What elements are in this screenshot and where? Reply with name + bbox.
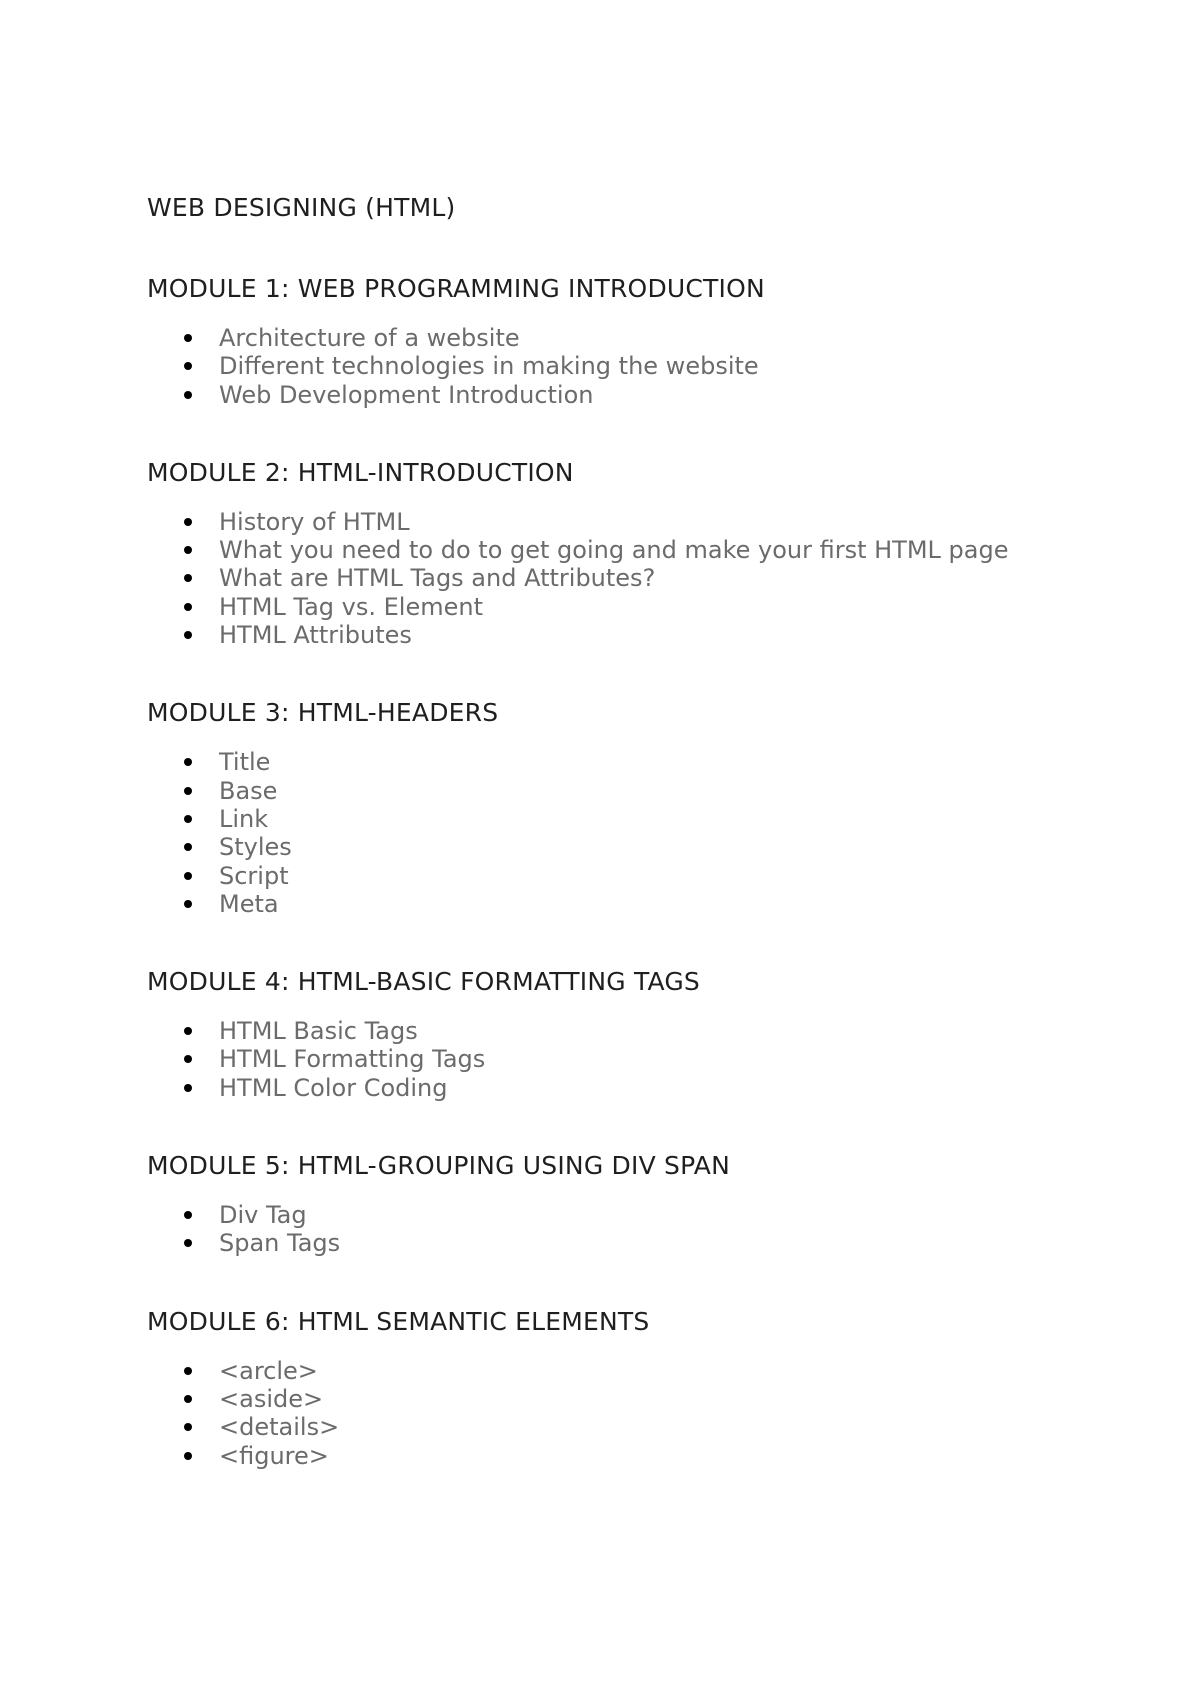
- document-body: [147, 190, 1107, 1516]
- topic-text: <arcle>: [219, 1356, 318, 1385]
- list-item: [147, 1074, 1107, 1102]
- topic-text: <aside>: [219, 1384, 324, 1413]
- topic-list: [147, 324, 1107, 409]
- bullet-icon: [184, 391, 192, 399]
- topic-text: <details>: [219, 1413, 340, 1442]
- topic-text: <figure>: [219, 1441, 329, 1470]
- list-item: [147, 593, 1107, 621]
- topic-list: [147, 748, 1107, 918]
- topic-text: Script: [219, 861, 289, 890]
- module-heading: MODULE 3: HTML-HEADERS: [147, 698, 499, 728]
- topic-text: Styles: [219, 833, 292, 862]
- bullet-icon: [184, 546, 192, 554]
- bullet-icon: [184, 758, 192, 766]
- topic-text: Title: [219, 748, 271, 777]
- topic-text: Div Tag: [219, 1201, 307, 1230]
- bullet-icon: [184, 362, 192, 370]
- bullet-icon: [184, 603, 192, 611]
- list-item: [147, 564, 1107, 592]
- bullet-icon: [184, 1211, 192, 1219]
- list-item: [147, 777, 1107, 805]
- bullet-icon: [184, 1395, 192, 1403]
- list-item: [147, 352, 1107, 380]
- bullet-icon: [184, 1027, 192, 1035]
- bullet-icon: [184, 843, 192, 851]
- topic-text: What you need to do to get going and make your first HTML page: [219, 536, 1009, 565]
- topic-text: HTML Color Coding: [219, 1073, 448, 1102]
- topic-list: [147, 508, 1107, 649]
- document-title: WEB DESIGNING (HTML): [147, 193, 456, 222]
- bullet-icon: [184, 1423, 192, 1431]
- bullet-icon: [184, 1239, 192, 1247]
- list-item: [147, 890, 1107, 918]
- list-item: [147, 1229, 1107, 1257]
- topic-list: [147, 1017, 1107, 1102]
- bullet-icon: [184, 1084, 192, 1092]
- module-section: [147, 964, 1107, 1102]
- topic-text: Architecture of a website: [219, 324, 520, 352]
- bullet-icon: [184, 815, 192, 823]
- bullet-icon: [184, 334, 192, 342]
- topic-list: [147, 1357, 1107, 1470]
- list-item: [147, 621, 1107, 649]
- module-list: [147, 271, 1107, 1470]
- bullet-icon: [184, 900, 192, 908]
- bullet-icon: [184, 1055, 192, 1063]
- bullet-icon: [184, 872, 192, 880]
- list-item: [147, 748, 1107, 776]
- list-item: [147, 862, 1107, 890]
- topic-list: [147, 1201, 1107, 1258]
- list-item: [147, 1201, 1107, 1229]
- topic-text: HTML Formatting Tags: [219, 1045, 486, 1074]
- module-section: [147, 455, 1107, 649]
- topic-text: HTML Tag vs. Element: [219, 592, 483, 621]
- list-item: [147, 324, 1107, 352]
- list-item: [147, 1442, 1107, 1470]
- module-section: [147, 271, 1107, 409]
- module-section: [147, 1304, 1107, 1470]
- list-item: [147, 1045, 1107, 1073]
- module-heading: MODULE 2: HTML-INTRODUCTION: [147, 457, 574, 487]
- list-item: [147, 805, 1107, 833]
- list-item: [147, 1357, 1107, 1385]
- module-section: [147, 1148, 1107, 1258]
- topic-text: Web Development Introduction: [219, 380, 594, 409]
- list-item: [147, 833, 1107, 861]
- topic-text: HTML Attributes: [219, 621, 412, 650]
- bullet-icon: [184, 518, 192, 526]
- topic-text: Different technologies in making the website: [219, 352, 759, 381]
- bullet-icon: [184, 574, 192, 582]
- topic-text: Link: [219, 804, 269, 833]
- module-heading: MODULE 6: HTML SEMANTIC ELEMENTS: [147, 1306, 650, 1336]
- module-heading: MODULE 5: HTML-GROUPING USING DIV SPAN: [147, 1151, 730, 1181]
- bullet-icon: [184, 1367, 192, 1375]
- topic-text: Meta: [219, 889, 279, 918]
- list-item: [147, 1413, 1107, 1441]
- module-heading: MODULE 1: WEB PROGRAMMING INTRODUCTION: [147, 274, 765, 303]
- topic-text: Span Tags: [219, 1229, 341, 1258]
- list-item: [147, 508, 1107, 536]
- bullet-icon: [184, 787, 192, 795]
- list-item: [147, 1385, 1107, 1413]
- bullet-icon: [184, 631, 192, 639]
- bullet-icon: [184, 1452, 192, 1460]
- topic-text: HTML Basic Tags: [219, 1017, 418, 1046]
- list-item: [147, 381, 1107, 409]
- module-heading: MODULE 4: HTML-BASIC FORMATTING TAGS: [147, 967, 700, 997]
- topic-text: Base: [219, 776, 278, 805]
- list-item: [147, 536, 1107, 564]
- list-item: [147, 1017, 1107, 1045]
- module-section: [147, 695, 1107, 918]
- topic-text: What are HTML Tags and Attributes?: [219, 564, 656, 593]
- topic-text: History of HTML: [219, 507, 410, 536]
